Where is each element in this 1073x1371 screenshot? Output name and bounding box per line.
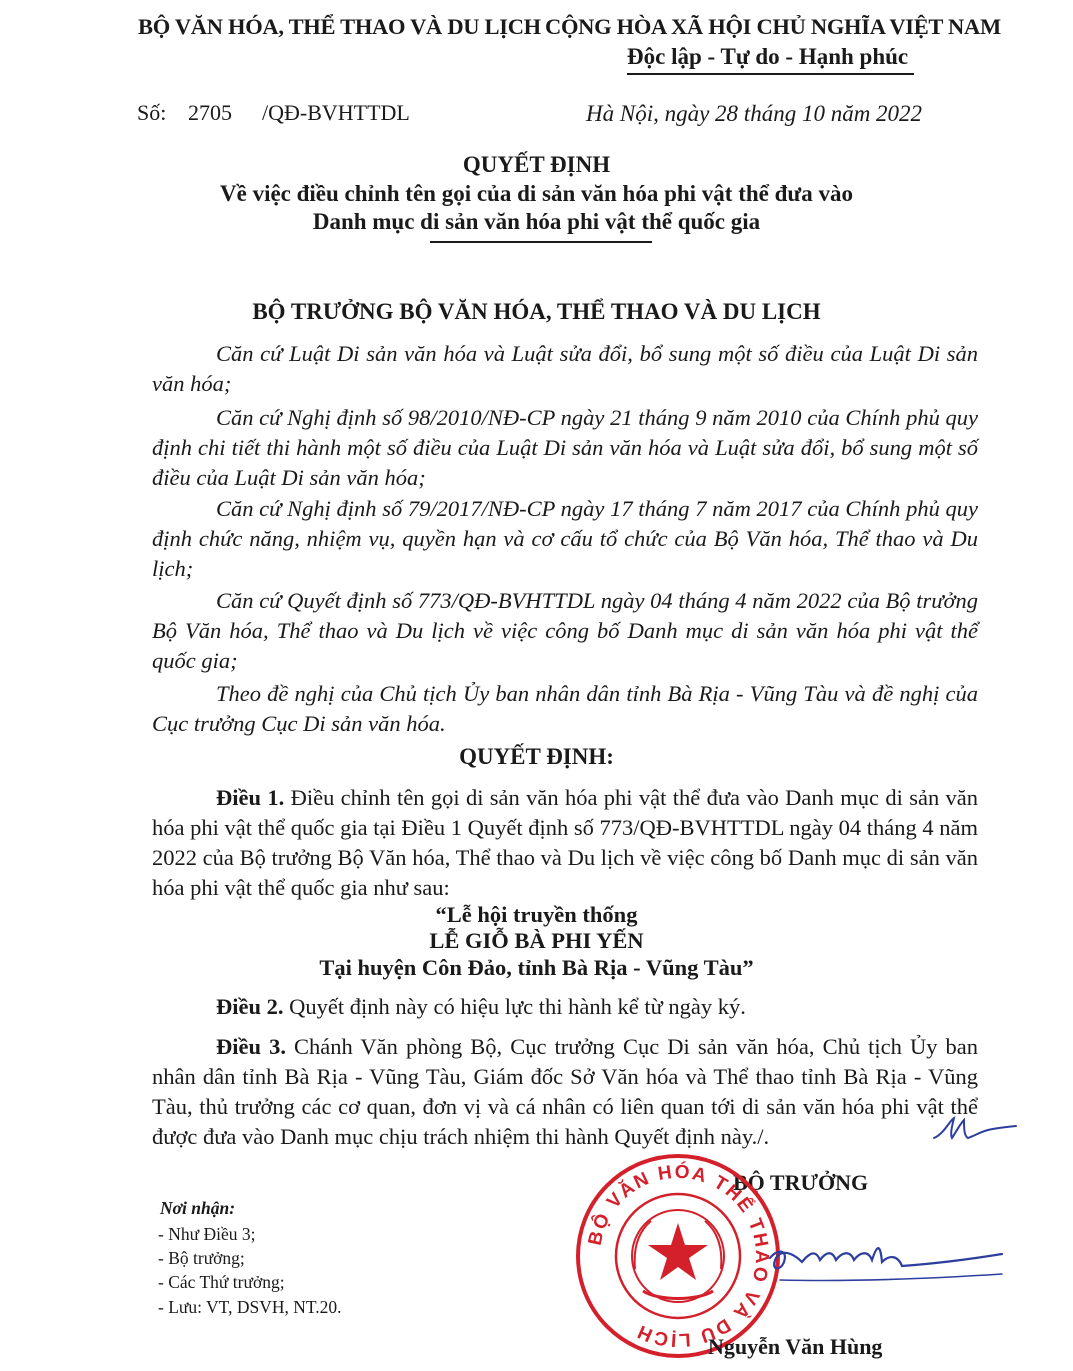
issuing-authority: BỘ TRƯỞNG BỘ VĂN HÓA, THỂ THAO VÀ DU LỊCH [252,299,821,324]
document-subject-line-1: Về việc điều chỉnh tên gọi của di sản văn hóa phi vật thể đưa vào [220,181,853,206]
preamble-item: Theo đề nghị của Chủ tịch Ủy ban nhân dân tỉnh Bà Rịa - Vũng Tàu và đề nghị của Cục trưởng Cục Di sản văn hóa. [152,681,978,736]
recipient-item: - Như Điều 3; [158,1224,256,1244]
article-1 [152,783,978,903]
doc-code: /QĐ-BVHTTDL [262,100,410,125]
article-2 [152,992,978,1022]
national-motto: Độc lập - Tự do - Hạnh phúc [627,44,909,69]
article-2-text: Quyết định này có hiệu lực thi hành kể từ ngày ký. [289,994,746,1019]
doc-number-label: Số: [137,100,167,125]
article-1-text: Điều chỉnh tên gọi di sản văn hóa phi vật thể đưa vào Danh mục di sản văn hóa phi vật thể quốc gia tại Điều 1 Quyết định số 773/QĐ-BVHTTDL ngày 04 tháng 4 năm 2022 của Bộ trưởng Bộ Văn hóa, Thể thao và Du lịch về việc công bố Danh mục di sản văn hóa phi vật thể quốc gia như sau: [152,785,979,900]
article-1-label: Điều 1. [216,785,285,810]
recipients-title: Nơi nhận: [160,1198,236,1218]
decision-heading: QUYẾT ĐỊNH: [459,744,614,769]
article-2-label: Điều 2. [216,994,284,1019]
heritage-name-line-2: LỄ GIỖ BÀ PHI YẾN [429,928,644,953]
recipient-item: - Các Thứ trưởng; [158,1272,285,1292]
document-subject-line-2: Danh mục di sản văn hóa phi vật thể quốc gia [312,209,761,234]
handwritten-signature [740,1228,1010,1298]
signer-title: BỘ TRƯỞNG [733,1170,869,1195]
article-3 [152,1032,978,1152]
republic-name: CỘNG HÒA XÃ HỘI CHỦ NGHĨA VIỆT NAM [545,14,1001,39]
preamble-item: Căn cứ Quyết định số 773/QĐ-BVHTTDL ngày 04 tháng 4 năm 2022 của Bộ trưởng Bộ Văn hóa, Thể thao và Du lịch về việc công bố Danh mục di sản văn hóa phi vật thể quốc gia; [152,588,978,673]
doc-number: 2705 [188,100,232,125]
heritage-name-line-1: “Lễ hội truyền thống [435,902,638,927]
title-underline [430,241,652,243]
heritage-name-line-3: Tại huyện Côn Đảo, tỉnh Bà Rịa - Vũng Tàu” [319,955,754,980]
signer-name: Nguyễn Văn Hùng [708,1334,883,1359]
preamble-item: Căn cứ Nghị định số 98/2010/NĐ-CP ngày 21 tháng 9 năm 2010 của Chính phủ quy định chi tiết thi hành một số điều của Luật Di sản văn hóa và Luật sửa đổi, bổ sung một số điều của Luật Di sản văn hóa; [152,405,978,490]
place-date: Hà Nội, ngày 28 tháng 10 năm 2022 [586,101,923,126]
seal-star-icon [648,1223,708,1280]
article-3-label: Điều 3. [216,1034,286,1059]
preamble-item: Căn cứ Luật Di sản văn hóa và Luật sửa đổi, bổ sung một số điều của Luật Di sản văn hóa; [152,341,978,396]
preamble-item: Căn cứ Nghị định số 79/2017/NĐ-CP ngày 17 tháng 7 năm 2017 của Chính phủ quy định chức năng, nhiệm vụ, quyền hạn và cơ cấu tổ chức của Bộ Văn hóa, Thể thao và Du lịch; [152,496,978,581]
ministry-name: BỘ VĂN HÓA, THỂ THAO VÀ DU LỊCH [138,14,541,39]
seal-ring-text: BỘ VĂN HÓA THỂ THAO VÀ DU LỊCH [584,1161,773,1351]
article-3-text: Chánh Văn phòng Bộ, Cục trưởng Cục Di sản văn hóa, Chủ tịch Ủy ban nhân dân tỉnh Bà Rịa - Vũng Tàu, Giám đốc Sở Văn hóa và Thể thao tỉnh Bà Rịa - Vũng Tàu, thủ trưởng các cơ quan, đơn vị và cá nhân có liên quan tới di sản văn hóa phi vật thể được đưa vào Danh mục chịu trách nhiệm thi hành Quyết định này./. [152,1034,979,1149]
document-type: QUYẾT ĐỊNH [462,152,611,177]
recipient-item: - Bộ trưởng; [158,1248,245,1268]
recipient-item: - Lưu: VT, DSVH, NT.20. [158,1297,342,1317]
initials-mark [930,1110,1020,1150]
motto-underline [627,73,914,75]
